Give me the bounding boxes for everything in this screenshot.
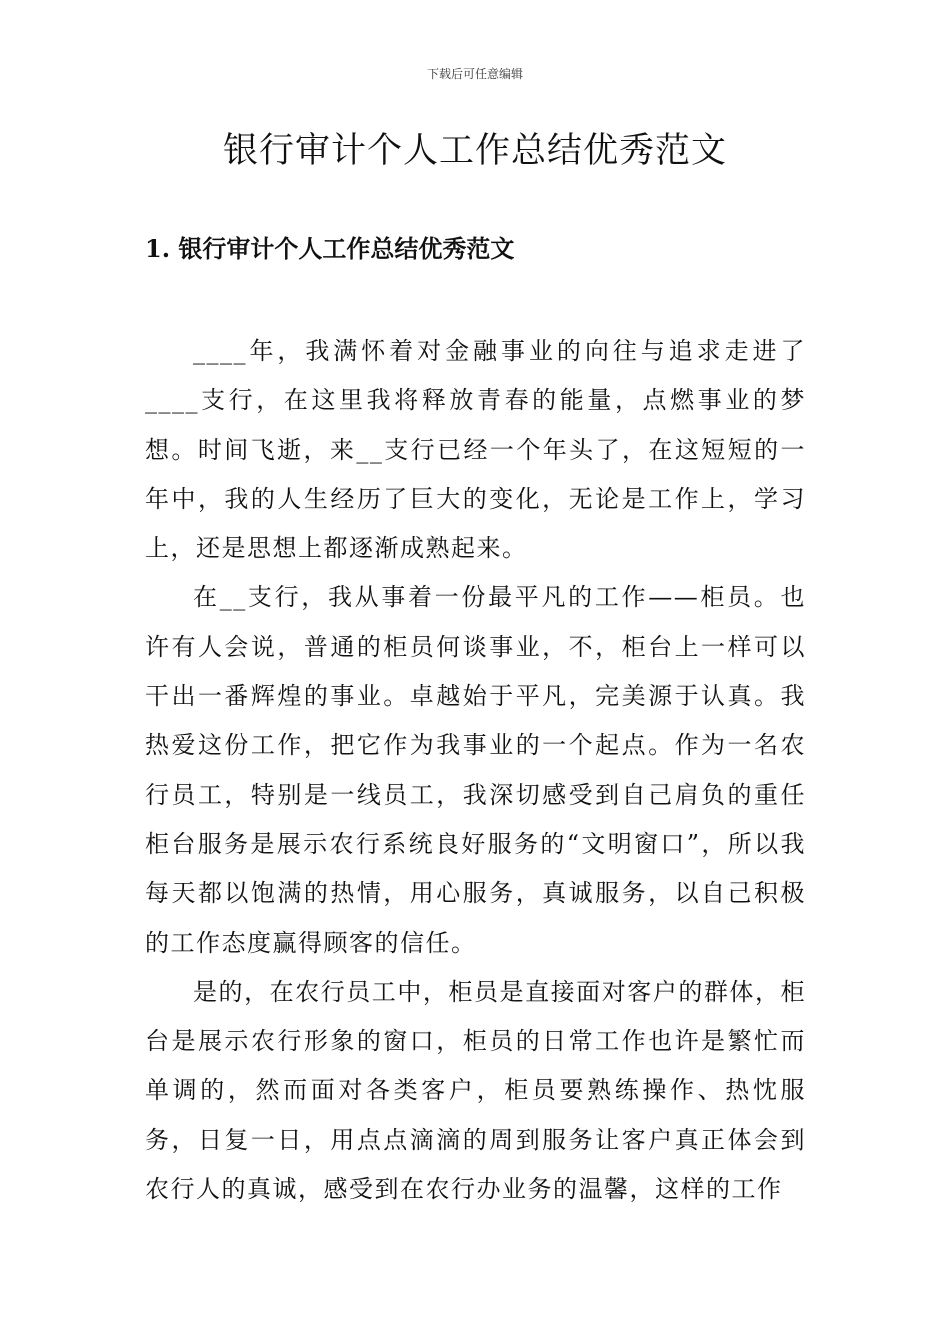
paragraph: 是的，在农行员工中，柜员是直接面对客户的群体，柜台是展示农行形象的窗口，柜员的日常工作也许是繁忙而单调的，然而面对各类客户，柜员要熟练操作、热忱服务，日复一日，用点点滴滴的周到服务让客户真正体会到农行人的真诚，感受到在农行办业务的温馨，这样的工作 [145,977,806,1204]
section-heading: 1. 银行审计个人工作总结优秀范文 [145,234,515,263]
body-text [145,327,806,1214]
document-title: 银行审计个人工作总结优秀范文 [222,131,727,171]
paragraph: ____年，我满怀着对金融事业的向往与追求走进了____支行，在这里我将释放青春的能量，点燃事业的梦想。时间飞逝，来__支行已经一个年头了，在这短短的一年中，我的人生经历了巨大的变化，无论是工作上，学习上，还是思想上都逐渐成熟起来。 [145,337,806,563]
header-note: 下载后可任意编辑 [426,67,523,81]
paragraph: 在__支行，我从事着一份最平凡的工作——柜员。也许有人会说，普通的柜员何谈事业，不，柜台上一样可以干出一番辉煌的事业。卓越始于平凡，完美源于认真。我热爱这份工作，把它作为我事业的一个起点。作为一名农行员工，特别是一线员工，我深切感受到自己肩负的重任柜台服务是展示农行系统良好服务的“文明窗口”，所以我每天都以饱满的热情，用心服务，真诚服务，以自己积极的工作态度赢得顾客的信任。 [145,583,806,957]
